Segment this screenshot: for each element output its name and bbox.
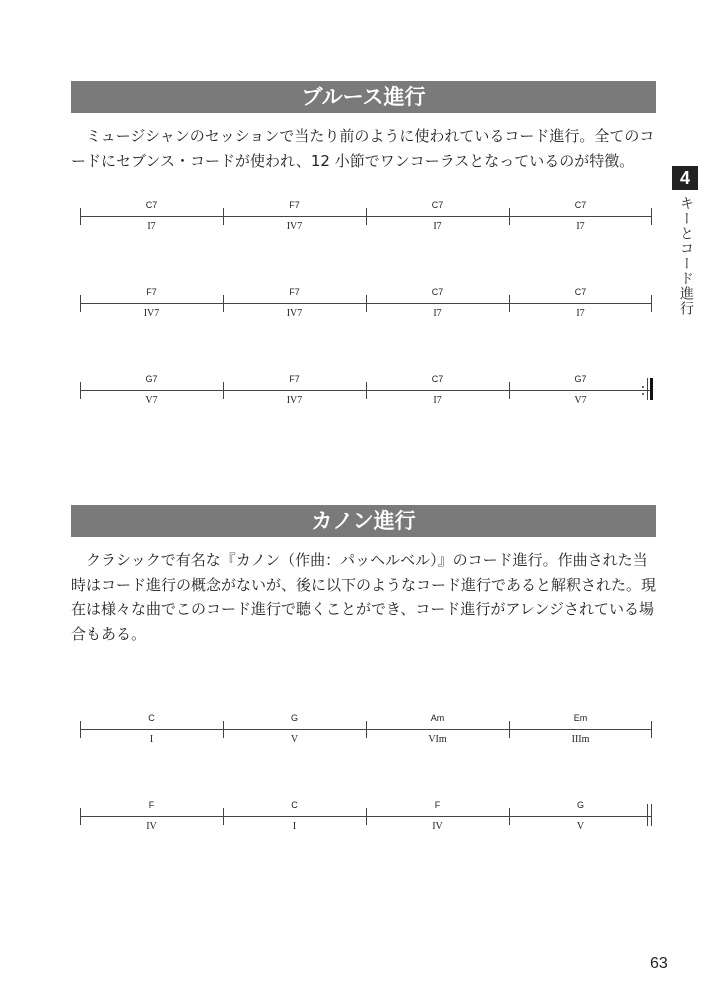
roman-numeral: IV: [432, 821, 443, 832]
roman-numeral: IV7: [143, 308, 160, 319]
canon-staff-row-2: [80, 800, 652, 840]
roman-numeral: IV: [146, 821, 157, 832]
barline: [366, 208, 367, 225]
barline: [509, 808, 510, 825]
canon-paragraph: クラシックで有名な『カノン（作曲：パッヘルベル）』のコード進行。作曲された当時はコード進行の概念がないが、後に以下のようなコード進行であると解釈された。現在は様々な曲でこのコード進行で聴くことができ、コード進行がアレンジされている場合もある。: [71, 551, 657, 643]
final-double-barline: [647, 804, 648, 826]
chapter-number-tab: 4: [672, 166, 698, 190]
chord-name: G7: [574, 374, 587, 384]
blues-staff-row-2: [80, 287, 652, 327]
roman-numeral: I7: [433, 221, 442, 232]
roman-numeral: I7: [147, 221, 156, 232]
canon-staff-row-1: [80, 713, 652, 753]
chord-name: Am: [430, 713, 445, 723]
chord-name: F7: [289, 200, 300, 210]
roman-numeral: IV7: [286, 395, 303, 406]
barline: [651, 295, 652, 312]
roman-numeral: I7: [433, 308, 442, 319]
chord-name: F: [148, 800, 155, 810]
barline: [509, 208, 510, 225]
repeat-dot: [642, 393, 644, 395]
roman-numeral: I: [292, 821, 297, 832]
roman-numeral: V: [576, 821, 585, 832]
barline: [509, 382, 510, 399]
barline: [366, 721, 367, 738]
blues-paragraph: ミュージシャンのセッションで当たり前のように使われているコード進行。全てのコードにセブンス・コードが使われ、12 小節でワンコーラスとなっているのが特徴。: [71, 127, 655, 170]
blues-staff-row-1: [80, 200, 652, 240]
barline: [223, 208, 224, 225]
roman-numeral: VIm: [428, 734, 447, 745]
chord-name: F7: [289, 287, 300, 297]
chord-name: G: [290, 713, 298, 723]
chord-name: F: [434, 800, 441, 810]
chord-name: C7: [574, 200, 587, 210]
canon-section-title: カノン進行: [71, 505, 656, 537]
barline: [509, 721, 510, 738]
barline: [366, 295, 367, 312]
chord-name: C7: [145, 200, 158, 210]
roman-numeral: V7: [145, 395, 158, 406]
barline: [80, 721, 81, 738]
roman-numeral: I: [149, 734, 154, 745]
blues-section-title: ブルース進行: [71, 81, 656, 113]
roman-numeral: I7: [576, 308, 585, 319]
repeat-barline-thick: [650, 378, 653, 400]
roman-numeral: V: [290, 734, 299, 745]
roman-numeral: IIIm: [571, 734, 590, 745]
roman-numeral: I7: [576, 221, 585, 232]
chord-name: F7: [289, 374, 300, 384]
chord-name: C: [291, 800, 298, 810]
barline: [223, 721, 224, 738]
chord-name: G: [576, 800, 584, 810]
chord-name: G7: [145, 374, 158, 384]
chord-name: C7: [431, 200, 444, 210]
page-number: 63: [650, 955, 668, 972]
blues-staff-row-3: [80, 374, 652, 414]
chord-name: Em: [573, 713, 588, 723]
barline: [651, 721, 652, 738]
chapter-title: キーとコード進行: [678, 196, 694, 316]
barline: [509, 295, 510, 312]
chord-name: F7: [146, 287, 157, 297]
barline: [80, 208, 81, 225]
roman-numeral: I7: [433, 395, 442, 406]
roman-numeral: IV7: [286, 221, 303, 232]
roman-numeral: V7: [574, 395, 587, 406]
barline: [223, 808, 224, 825]
chord-name: C7: [431, 374, 444, 384]
barline: [80, 382, 81, 399]
barline: [651, 208, 652, 225]
barline: [366, 382, 367, 399]
barline: [223, 295, 224, 312]
roman-numeral: IV7: [286, 308, 303, 319]
chord-name: C7: [574, 287, 587, 297]
repeat-barline-thin: [647, 378, 648, 400]
barline: [80, 295, 81, 312]
barline: [223, 382, 224, 399]
final-double-barline: [651, 804, 652, 826]
repeat-dot: [642, 386, 644, 388]
chord-name: C: [148, 713, 155, 723]
barline: [366, 808, 367, 825]
chord-name: C7: [431, 287, 444, 297]
barline: [80, 808, 81, 825]
